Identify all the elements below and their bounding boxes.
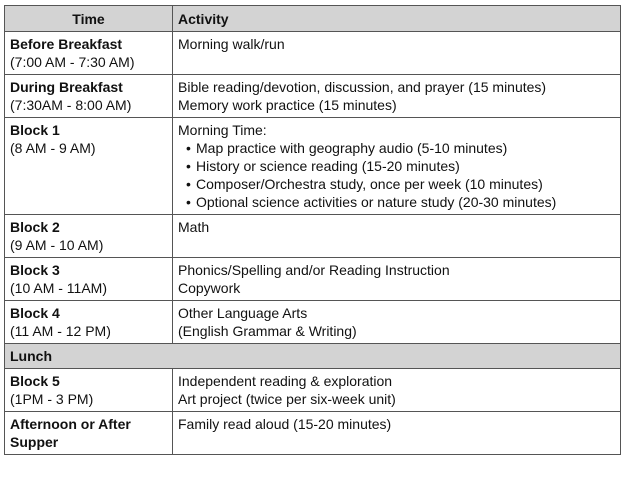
activity-cell bbox=[173, 32, 621, 75]
block-name: Block 2 bbox=[10, 219, 60, 235]
list-item: • Composer/Orchestra study, once per week (10 minutes) bbox=[186, 175, 615, 193]
time-cell bbox=[5, 301, 173, 344]
time-cell bbox=[5, 412, 173, 455]
schedule-table bbox=[4, 5, 621, 455]
table-row bbox=[5, 118, 621, 215]
activity-cell bbox=[173, 258, 621, 301]
time-cell bbox=[5, 118, 173, 215]
activity-line: Morning walk/run bbox=[178, 36, 285, 52]
activity-cell bbox=[173, 215, 621, 258]
time-cell bbox=[5, 215, 173, 258]
activity-line: Copywork bbox=[178, 280, 241, 296]
block-name: Block 4 bbox=[10, 305, 60, 321]
activity-cell bbox=[173, 369, 621, 412]
block-time: (11 AM - 12 PM) bbox=[10, 323, 111, 339]
activity-cell bbox=[173, 412, 621, 455]
activity-line: Math bbox=[178, 219, 210, 235]
lunch-row bbox=[5, 344, 621, 369]
block-name: During Breakfast bbox=[10, 79, 123, 95]
block-name: Before Breakfast bbox=[10, 36, 123, 52]
block-time: (9 AM - 10 AM) bbox=[10, 237, 104, 253]
table-row bbox=[5, 258, 621, 301]
activity-line: Other Language Arts bbox=[178, 305, 308, 321]
list-item: • History or science reading (15-20 minutes) bbox=[186, 157, 615, 175]
activity-line: Art project (twice per six-week unit) bbox=[178, 391, 396, 407]
time-cell bbox=[5, 75, 173, 118]
list-item: • Optional science activities or nature study (20-30 minutes) bbox=[186, 193, 615, 211]
activity-cell bbox=[173, 301, 621, 344]
block-time: (7:30AM - 8:00 AM) bbox=[10, 97, 132, 113]
table-row bbox=[5, 75, 621, 118]
activity-line: Phonics/Spelling and/or Reading Instruction bbox=[178, 262, 450, 278]
table-row bbox=[5, 215, 621, 258]
time-cell bbox=[5, 32, 173, 75]
block-time: (10 AM - 11AM) bbox=[10, 280, 107, 296]
activity-column-header: Activity bbox=[173, 6, 621, 32]
block-time: (1PM - 3 PM) bbox=[10, 391, 94, 407]
block-name: Block 3 bbox=[10, 262, 60, 278]
lunch-label: Lunch bbox=[5, 344, 621, 369]
activity-cell bbox=[173, 118, 621, 215]
activity-cell bbox=[173, 75, 621, 118]
block-time: (8 AM - 9 AM) bbox=[10, 140, 96, 156]
list-item: • Map practice with geography audio (5-10 minutes) bbox=[186, 139, 615, 157]
header-row bbox=[5, 6, 621, 32]
table-row bbox=[5, 32, 621, 75]
table-row bbox=[5, 301, 621, 344]
activity-line: Morning Time: bbox=[178, 122, 267, 138]
block-name: Afternoon or After Supper bbox=[10, 416, 131, 450]
table-row bbox=[5, 412, 621, 455]
activity-line: Bible reading/devotion, discussion, and prayer (15 minutes) bbox=[178, 79, 547, 95]
activity-line: Memory work practice (15 minutes) bbox=[178, 97, 397, 113]
activity-line: Independent reading & exploration bbox=[178, 373, 393, 389]
activity-line: (English Grammar & Writing) bbox=[178, 323, 357, 339]
block-name: Block 5 bbox=[10, 373, 60, 389]
time-cell bbox=[5, 258, 173, 301]
time-column-header: Time bbox=[5, 6, 173, 32]
block-time: (7:00 AM - 7:30 AM) bbox=[10, 54, 135, 70]
morning-time-list bbox=[178, 139, 615, 211]
time-cell bbox=[5, 369, 173, 412]
activity-line: Family read aloud (15-20 minutes) bbox=[178, 416, 392, 432]
table-row bbox=[5, 369, 621, 412]
block-name: Block 1 bbox=[10, 122, 60, 138]
